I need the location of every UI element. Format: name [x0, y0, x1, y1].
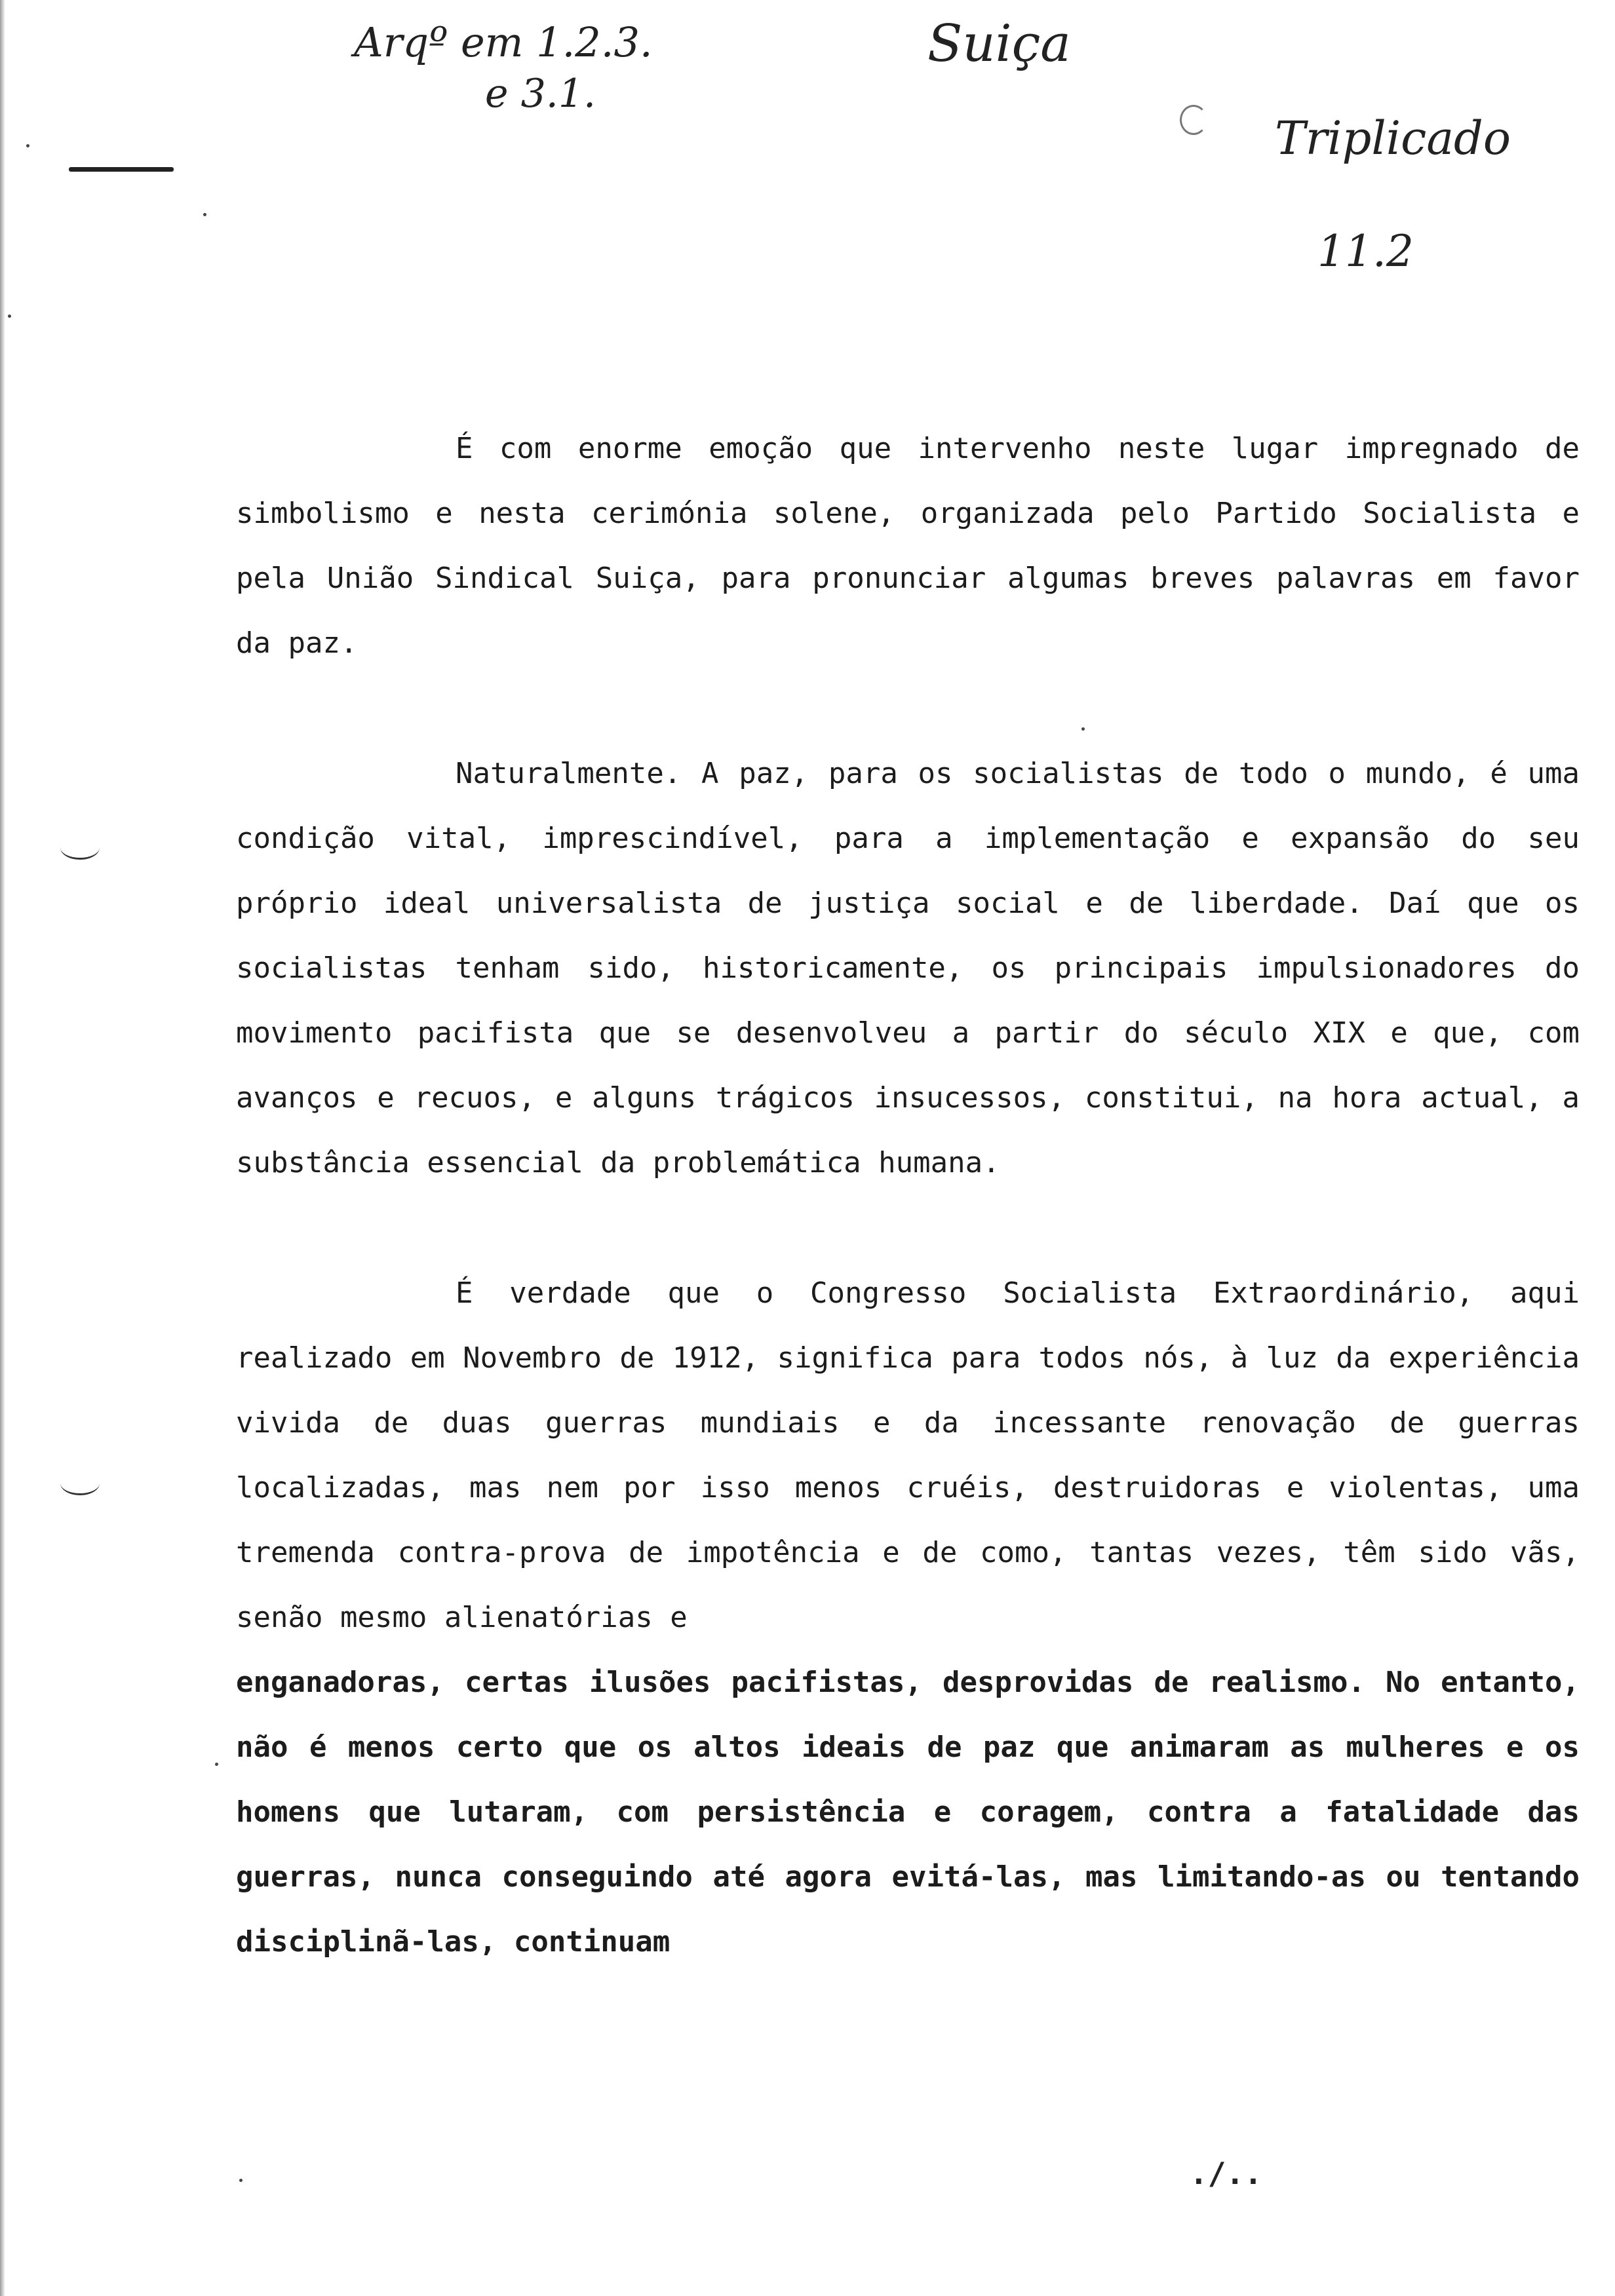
paragraph-continued: enganadoras, certas ilusões pacifistas, desprovidas de realismo. No entanto, não é menos certo que os altos ideais de paz que animaram as mulheres e os homens que lutaram, com persistência e coragem, contra a fatalidade das guerras, nunca conseguindo até agora evitá-las, mas limitando-as ou tentando disciplinã-las, continuam — [236, 1666, 1580, 1959]
scan-speck — [8, 315, 11, 318]
handwritten-reference: 11.2 — [1317, 226, 1414, 277]
scan-speck — [203, 213, 206, 216]
handwritten-archive-note-2: e 3.1. — [485, 71, 596, 117]
margin-curve-mark — [60, 835, 100, 860]
scan-speck — [239, 2179, 243, 2182]
continuation-mark: ./.. — [1190, 2156, 1262, 2191]
margin-curve-mark — [60, 1471, 100, 1495]
circle-mark — [1180, 105, 1207, 135]
letter-body — [236, 416, 1580, 1974]
scan-edge — [0, 0, 5, 2296]
scan-speck — [26, 144, 29, 147]
handwritten-archive-note: Arqº em 1.2.3. — [354, 18, 653, 66]
paragraph: É verdade que o Congresso Socialista Extraordinário, aqui realizado em Novembro de 1912, significa para todos nós, à luz da experiência vivida de duas guerras mundiais e da incessante renovação de guerras localizadas, mas nem por isso menos cruéis, destruidoras e violentas, uma tremenda contra-prova de impotência e de como, tantas vezes, têm sido vãs, senão mesmo alienatórias e — [236, 1276, 1580, 1634]
handwritten-country: Suiça — [927, 14, 1071, 73]
scan-speck — [215, 1763, 218, 1766]
handwritten-copy-note: Triplicado — [1275, 111, 1511, 165]
pen-dash-mark — [69, 167, 174, 172]
paragraph: Naturalmente. A paz, para os socialistas de todo o mundo, é uma condição vital, imprescindível, para a implementação e expansão do seu próprio ideal universalista de justiça social e de liberdade. Daí que os socialistas tenham sido, historicamente, os principais impulsionadores do movimento pacifista que se desenvolveu a partir do século XIX e que, com avanços e recuos, e alguns trágicos insucessos, constitui, na hora actual, a substância essencial da problemática humana. — [236, 757, 1580, 1179]
paragraph: É com enorme emoção que intervenho neste lugar impregnado de simbolismo e nesta cerimónia solene, organizada pelo Partido Socialista e pela União Sindical Suiça, para pronunciar algumas breves palavras em favor da paz. — [236, 432, 1580, 660]
